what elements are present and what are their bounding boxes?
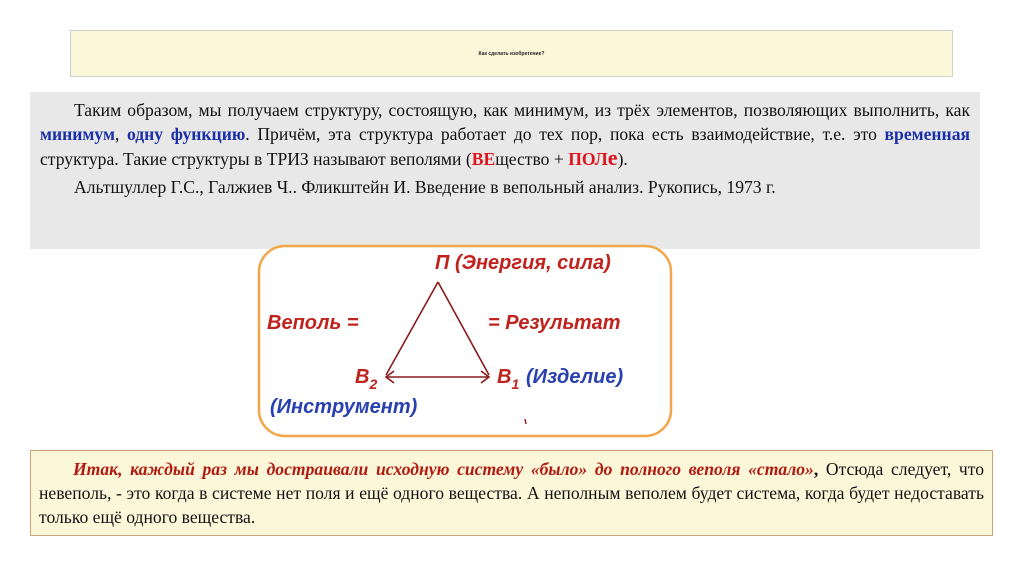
small-mark — [525, 419, 526, 424]
highlight-temporary: временная — [884, 124, 971, 144]
highlight-pol: ПОЛ — [568, 149, 608, 169]
slide-title: Как сделать изобретение? — [478, 50, 545, 57]
substance-b1-label — [497, 366, 520, 392]
main-paragraph — [40, 98, 970, 171]
b1-subscript: 1 — [511, 376, 520, 392]
conclusion-comma: , — [813, 459, 819, 479]
text-segment: . Причём, эта структура работает до тех пор, пока есть взаимодействие, т.е. это — [245, 124, 885, 144]
text-segment: ). — [617, 149, 628, 169]
conclusion-paragraph — [39, 457, 984, 529]
b2-letter: В — [355, 366, 370, 388]
result-label: = Результат — [488, 312, 621, 334]
vepol-diagram — [242, 242, 690, 440]
text-segment: Таким образом, мы получаем структуру, состоящую, как минимум, из трёх элементов, позволяющих выполнить, как — [74, 100, 970, 120]
vepol-label: Веполь = — [267, 312, 359, 334]
highlight-one-function: одну функцию — [126, 124, 246, 144]
b1-letter: В — [497, 366, 512, 388]
tool-note: (Инструмент) — [270, 396, 418, 418]
field-label: П (Энергия, сила) — [435, 252, 611, 274]
b2-subscript: 2 — [369, 376, 378, 392]
highlight-minimum: минимум — [40, 124, 115, 144]
product-note: (Изделие) — [526, 366, 624, 388]
conclusion-box — [30, 450, 993, 536]
highlight-e: е — [607, 145, 618, 170]
text-segment: , — [114, 124, 127, 144]
highlight-ve: ВЕ — [471, 149, 496, 169]
conclusion-text: Отсюда следует, что невеполь, - это когда в системе нет поля и ещё одного вещества. А неполным веполем будет система, когда будет недоставать только ещё одного вещества. — [39, 459, 984, 527]
slide-title-box — [70, 30, 953, 77]
substance-b2-label — [355, 366, 378, 392]
main-text-box — [30, 92, 980, 249]
text-segment: структура. Такие структуры в ТРИЗ называют веполями ( — [40, 149, 472, 169]
reference-citation: Альтшуллер Г.С., Галжиев Ч.. Фликштейн И. Введение в вепольный анализ. Рукопись, 1973 г. — [74, 177, 776, 197]
text-segment: щество + — [495, 149, 569, 169]
conclusion-highlight: Итак, каждый раз мы достраивали исходную систему «было» до полного веполя «стало» — [73, 459, 814, 479]
